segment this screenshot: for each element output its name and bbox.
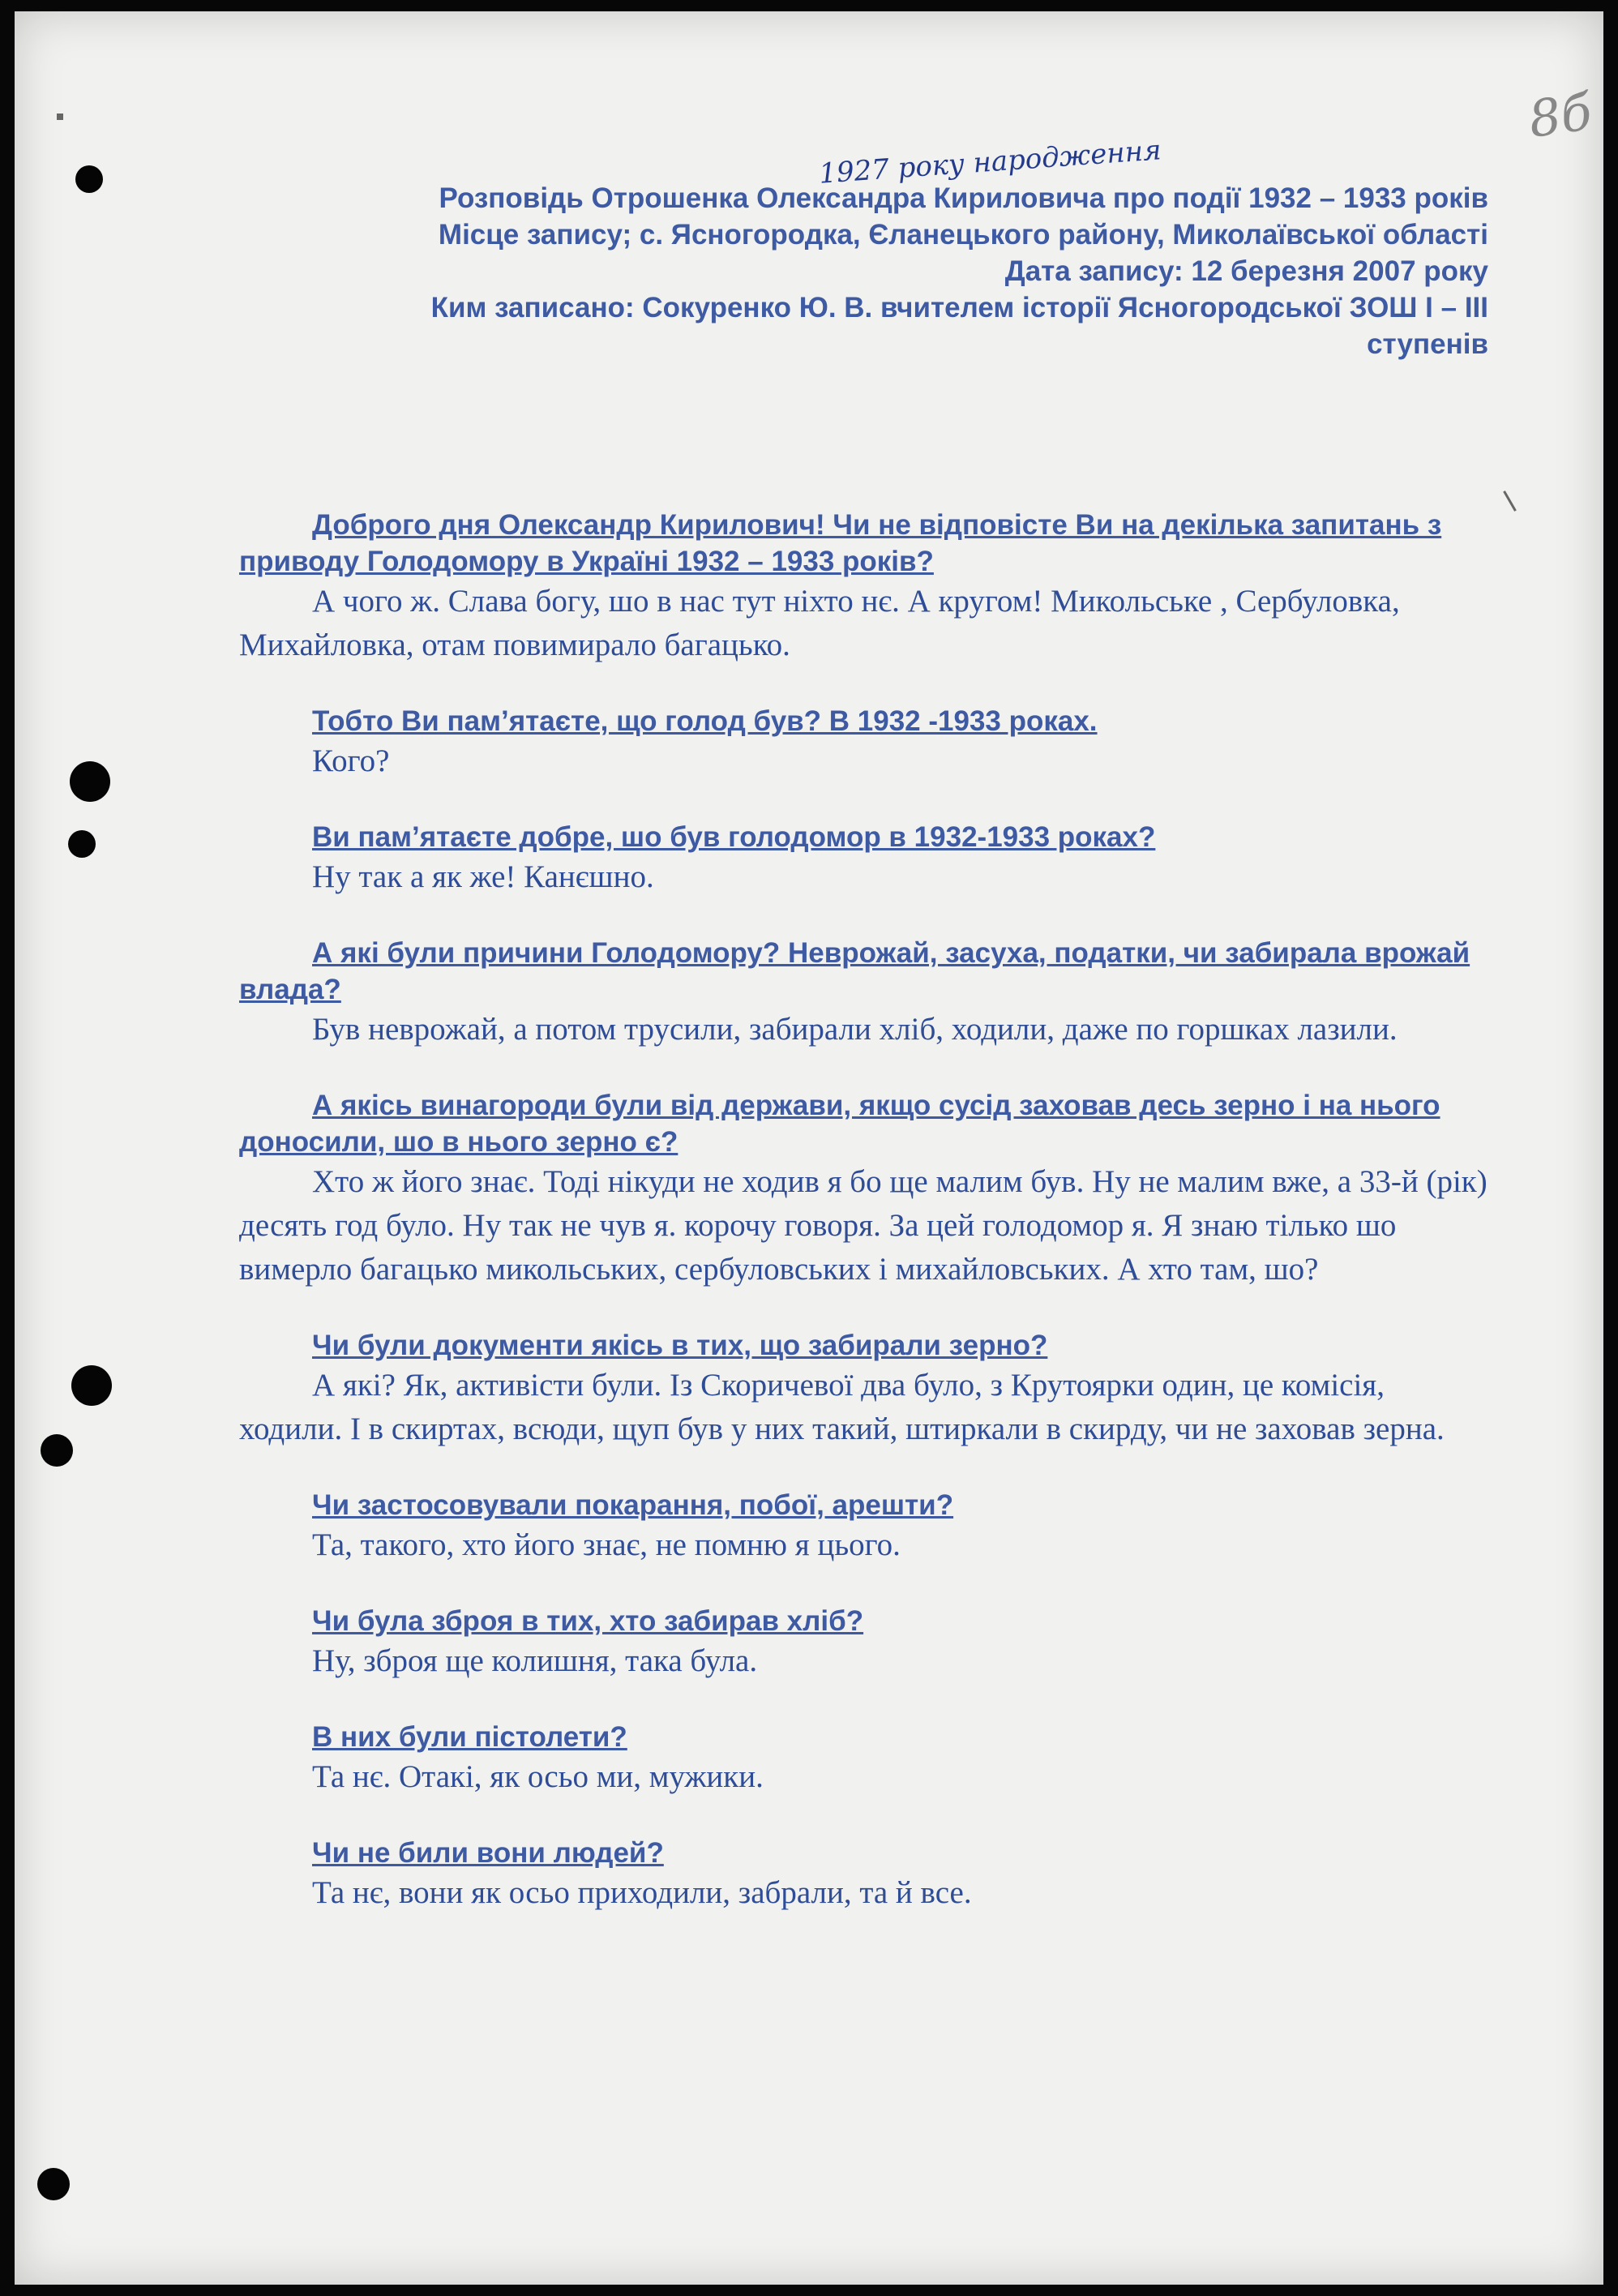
answer: Був неврожай, а потом трусили, забирали хліб, ходили, даже по горшках лазили. (312, 1012, 1398, 1047)
binder-hole (41, 1434, 73, 1467)
question: Доброго дня Олександр Кирилович! Чи не відповісте Ви на декілька запитань з приводу Голодомору в Україні 1932 – 1933 років? (239, 509, 1442, 577)
interview-body (239, 507, 1487, 1951)
question: Чи була зброя в тих, хто забирав хліб? (312, 1605, 864, 1637)
question: Тобто Ви пам’ятаєте, що голод був? В 1932 -1933 роках. (312, 705, 1098, 737)
document-header (337, 180, 1488, 362)
scan-mark (57, 114, 63, 120)
binder-hole (70, 761, 110, 802)
scan-mark (1503, 490, 1517, 512)
qa-item (239, 1719, 1487, 1799)
header-title: Розповідь Отрошенка Олександра Кириловича про події 1932 – 1933 років (439, 182, 1488, 214)
qa-item (239, 1087, 1487, 1292)
binder-hole (37, 2168, 70, 2200)
answer: Кого? (312, 743, 390, 778)
answer: Та нє, вони як осьо приходили, забрали, та й все. (312, 1875, 972, 1910)
handwritten-note: 1927 року народження (818, 134, 1162, 191)
answer: Ну так а як же! Канєшно. (312, 859, 654, 894)
answer: А чого ж. Слава богу, шо в нас тут ніхто нє. А кругом! Микольське , Сербуловка, Михайловка, отам повимирало багацько. (239, 584, 1400, 662)
question: Ви пам’ятаєте добре, шо був голодомор в 1932-1933 роках? (312, 821, 1156, 853)
question: Чи були документи якісь в тих, що забирали зерно? (312, 1330, 1048, 1361)
qa-item (239, 507, 1487, 667)
binder-hole (68, 830, 96, 858)
qa-item (239, 703, 1487, 783)
binder-hole (71, 1365, 112, 1406)
question: Чи застосовували покарання, побої, арешти? (312, 1489, 954, 1521)
answer: Хто ж його знає. Тоді нікуди не ходив я бо ще малим був. Ну не малим вже, а 33-й (рік) десять год було. Ну так не чув я. корочу говоря. За цей голодомор я. Я знаю тілько шо вимерло багацько микольських, сербуловських і михайловських. А хто там, шо? (239, 1164, 1487, 1287)
qa-item (239, 1487, 1487, 1567)
question: А які були причини Голодомору? Неврожай, засуха, податки, чи забирала врожай влада? (239, 937, 1470, 1005)
answer: Та, такого, хто його знає, не помню я цього. (312, 1527, 901, 1562)
qa-item (239, 935, 1487, 1052)
header-date: Дата запису: 12 березня 2007 року (1004, 255, 1488, 287)
answer: Ну, зброя ще колишня, така була. (312, 1643, 758, 1678)
header-recorder: Ким записано: Сокуренко Ю. В. вчителем історії Ясногородської ЗОШ І – ІІІ ступенів (430, 292, 1488, 360)
page-number: 8б (1525, 81, 1596, 150)
qa-item (239, 819, 1487, 899)
header-place: Місце запису; с. Ясногородка, Єланецького району, Миколаївської області (438, 219, 1488, 251)
answer: А які? Як, активісти були. Із Скоричевої два було, з Крутоярки один, це комісія, ходили. І в скиртах, всюди, щуп був у них такий, штиркали в скирду, чи не заховав зерна. (239, 1368, 1445, 1446)
qa-item (239, 1835, 1487, 1915)
question: В них були пістолети? (312, 1721, 627, 1753)
qa-item (239, 1603, 1487, 1683)
qa-item (239, 1327, 1487, 1451)
binder-hole (75, 165, 103, 193)
answer: Та нє. Отакі, як осьо ми, мужики. (312, 1759, 764, 1794)
question: Чи не били вони людей? (312, 1837, 664, 1869)
question: А якісь винагороди були від держави, якщо сусід заховав десь зерно і на нього доносили, шо в нього зерно є? (239, 1090, 1440, 1158)
